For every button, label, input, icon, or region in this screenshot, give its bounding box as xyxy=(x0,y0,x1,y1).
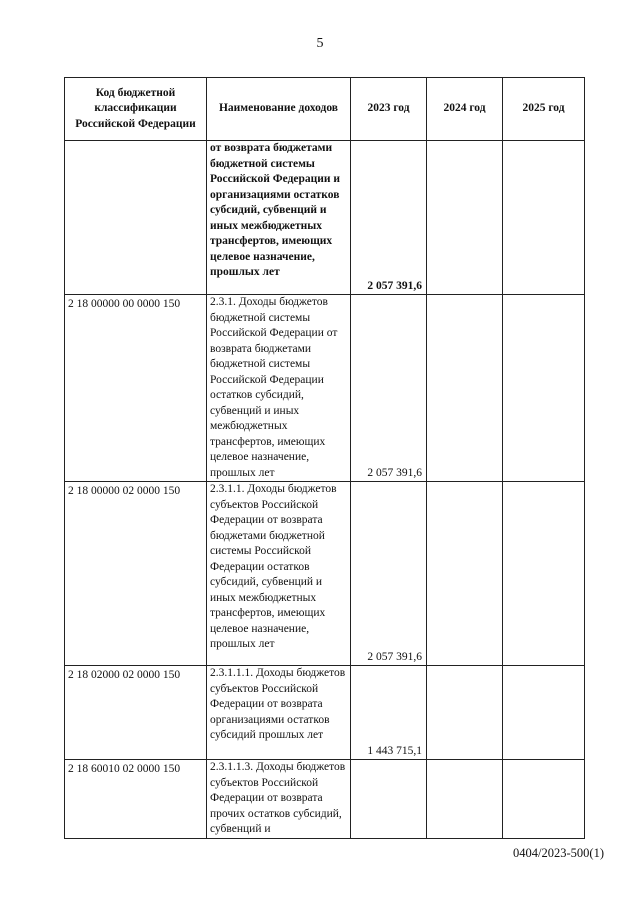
row-code xyxy=(65,141,207,295)
row-value-2023: 2 057 391,6 xyxy=(351,141,427,295)
table-header-row xyxy=(65,78,585,141)
document-code: 0404/2023-500(1) xyxy=(513,846,604,860)
row-value-2023: 1 443 715,1 xyxy=(351,666,427,760)
row-value-2023: 2 057 391,6 xyxy=(351,482,427,666)
row-value-2025 xyxy=(503,760,585,839)
row-value-2024 xyxy=(427,141,503,295)
header-name: Наименование доходов xyxy=(207,78,351,141)
row-value-2025 xyxy=(503,141,585,295)
row-value-2024 xyxy=(427,295,503,482)
revenue-table xyxy=(64,77,585,839)
row-name: 2.3.1.1.1. Доходы бюджетов субъектов Российской Федерации от возврата организациями остатков субсидий прошлых лет xyxy=(207,666,351,760)
row-name: 2.3.1.1.3. Доходы бюджетов субъектов Российской Федерации от возврата прочих остатков субсидий, субвенций и xyxy=(207,760,351,839)
row-name: 2.3.1.1. Доходы бюджетов субъектов Российской Федерации от возврата бюджетами бюджетной системы Российской Федерации остатков субсидий, субвенций и иных межбюджетных трансфертов, имеющих целевое назначение, прошлых лет xyxy=(207,482,351,666)
row-value-2024 xyxy=(427,760,503,839)
row-value-2024 xyxy=(427,482,503,666)
header-2025: 2025 год xyxy=(503,78,585,141)
row-code: 2 18 02000 02 0000 150 xyxy=(65,666,207,760)
row-value-2025 xyxy=(503,666,585,760)
row-value-2025 xyxy=(503,482,585,666)
table-row xyxy=(65,141,585,295)
row-code: 2 18 00000 00 0000 150 xyxy=(65,295,207,482)
table-row xyxy=(65,666,585,760)
row-name: 2.3.1. Доходы бюджетов бюджетной системы Российской Федерации от возврата бюджетами бюджетной системы Российской Федерации остатков субсидий, субвенций и иных межбюджетных трансфертов, имеющих целевое назначение, прошлых лет xyxy=(207,295,351,482)
row-code: 2 18 00000 02 0000 150 xyxy=(65,482,207,666)
page-number: 5 xyxy=(316,36,324,51)
table-row xyxy=(65,295,585,482)
row-value-2023: 2 057 391,6 xyxy=(351,295,427,482)
row-value-2023 xyxy=(351,760,427,839)
row-code: 2 18 60010 02 0000 150 xyxy=(65,760,207,839)
table-row xyxy=(65,482,585,666)
row-value-2024 xyxy=(427,666,503,760)
row-value-2025 xyxy=(503,295,585,482)
header-2023: 2023 год xyxy=(351,78,427,141)
row-name: от возврата бюджетами бюджетной системы Российской Федерации и организациями остатков субсидий, субвенций и иных межбюджетных трансфертов, имеющих целевое назначение, прошлых лет xyxy=(207,141,351,295)
header-code: Код бюджетной классификации Российской Федерации xyxy=(65,78,207,141)
header-2024: 2024 год xyxy=(427,78,503,141)
table-row xyxy=(65,760,585,839)
